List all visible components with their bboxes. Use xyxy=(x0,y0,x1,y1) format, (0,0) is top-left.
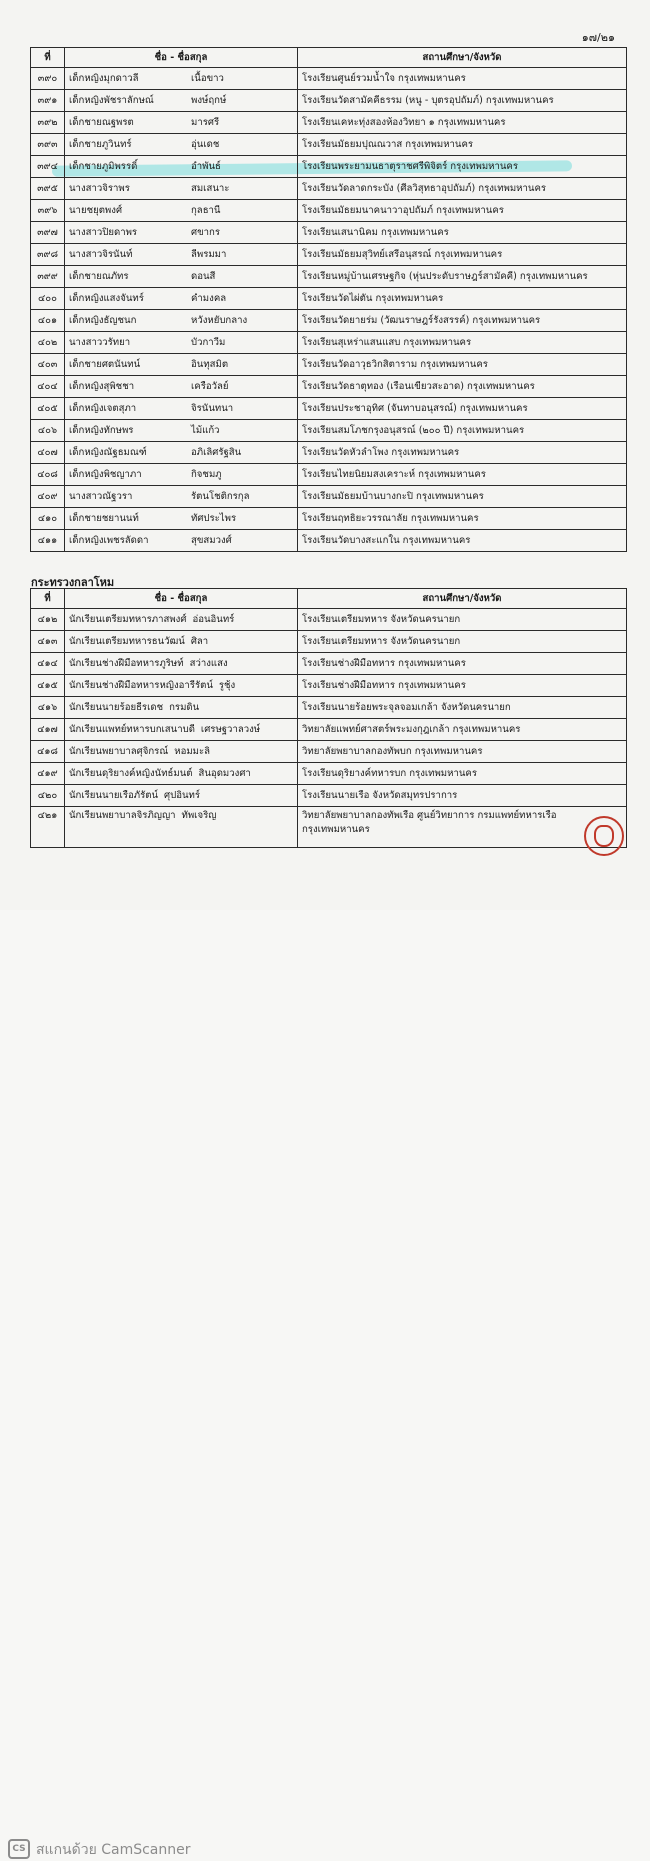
table-row xyxy=(31,675,627,697)
name-cell xyxy=(65,288,298,310)
last-name: อภิเลิศรัฐสิน xyxy=(191,447,242,458)
page-number: ๑๗/๒๑ xyxy=(581,31,615,44)
last-name: เนื้อขาว xyxy=(191,73,224,84)
last-name: คำมงคล xyxy=(191,293,227,304)
school-name: โรงเรียนวัดอาวุธวิกสิตาราม กรุงเทพมหานคร xyxy=(302,359,488,370)
first-name: เด็กหญิงธัญชนก xyxy=(69,315,137,326)
school-name: โรงเรียนหมู่บ้านเศรษฐกิจ (หุ่นประดับราษฎร์สามัคคี) กรุงเทพมหานคร xyxy=(302,271,588,282)
school-cell xyxy=(298,653,627,675)
school-name: โรงเรียนช่างฝีมือทหาร กรุงเทพมหานคร xyxy=(302,658,466,669)
last-name: จิรนันทนา xyxy=(191,403,234,414)
row-number: ๔๐๙ xyxy=(31,486,65,508)
table-row xyxy=(31,332,627,354)
school-name-continued: กรุงเทพมหานคร xyxy=(302,824,370,835)
row-number: ๔๐๕ xyxy=(31,398,65,420)
first-name: นางสาวจิราพร xyxy=(69,183,130,194)
table-header-row xyxy=(31,589,627,609)
table-row xyxy=(31,376,627,398)
first-name: เด็กชายศตนันทน์ xyxy=(69,359,141,370)
school-name: โรงเรียนดุริยางค์ทหารบก กรุงเทพมหานคร xyxy=(302,768,477,779)
school-cell xyxy=(298,134,627,156)
table-row xyxy=(31,486,627,508)
table-row xyxy=(31,244,627,266)
name-cell xyxy=(65,398,298,420)
school-name: โรงเรียนเตรียมทหาร จังหวัดนครนายก xyxy=(302,614,461,625)
table-row xyxy=(31,442,627,464)
table-row xyxy=(31,420,627,442)
row-number: ๔๒๑ xyxy=(31,807,65,848)
header-no: ที่ xyxy=(31,589,65,609)
first-name: นางสาวจิรนันท์ xyxy=(69,249,133,260)
last-name: รูชุ้ง xyxy=(218,680,236,691)
school-name: โรงเรียนมัธยมบ้านบางกะปิ กรุงเทพมหานคร xyxy=(302,491,484,502)
name-cell xyxy=(65,719,298,741)
row-number: ๓๙๖ xyxy=(31,200,65,222)
last-name: อุ่นเดช xyxy=(191,139,220,150)
name-cell xyxy=(65,442,298,464)
row-number: ๔๑๒ xyxy=(31,609,65,631)
row-number: ๔๑๖ xyxy=(31,697,65,719)
header-name: ชื่อ - ชื่อสกุล xyxy=(65,48,298,68)
row-number: ๓๙๑ xyxy=(31,90,65,112)
school-cell xyxy=(298,508,627,530)
first-name: เด็กหญิงเพชรลัดดา xyxy=(69,535,149,546)
school-cell xyxy=(298,530,627,552)
row-number: ๓๙๕ xyxy=(31,178,65,200)
first-name: นักเรียนพยาบาลจิรภิญญา xyxy=(69,810,176,821)
table-row xyxy=(31,697,627,719)
header-name: ชื่อ - ชื่อสกุล xyxy=(65,589,298,609)
row-number: ๓๙๐ xyxy=(31,68,65,90)
row-number: ๔๐๒ xyxy=(31,332,65,354)
school-name: โรงเรียนเสนานิคม กรุงเทพมหานคร xyxy=(302,227,449,238)
school-cell xyxy=(298,763,627,785)
students-table xyxy=(30,47,627,552)
first-name: เด็กชายภูวินทร์ xyxy=(69,139,132,150)
name-cell xyxy=(65,631,298,653)
name-cell xyxy=(65,675,298,697)
table-row xyxy=(31,464,627,486)
row-number: ๔๐๘ xyxy=(31,464,65,486)
header-school: สถานศึกษา/จังหวัด xyxy=(298,589,627,609)
row-number: ๔๑๐ xyxy=(31,508,65,530)
name-cell xyxy=(65,200,298,222)
school-cell xyxy=(298,310,627,332)
last-name: สมเสนาะ xyxy=(191,183,230,194)
row-number: ๔๐๐ xyxy=(31,288,65,310)
last-name: ไม้แก้ว xyxy=(191,425,220,436)
header-no: ที่ xyxy=(31,48,65,68)
last-name: รัตนโชติกรกุล xyxy=(191,491,250,502)
row-number: ๓๙๔ xyxy=(31,156,65,178)
row-number: ๓๙๓ xyxy=(31,134,65,156)
school-name: วิทยาลัยพยาบาลกองทัพบก กรุงเทพมหานคร xyxy=(302,746,483,757)
school-cell xyxy=(298,807,627,848)
name-cell xyxy=(65,90,298,112)
camscanner-logo-icon: CS xyxy=(8,1839,30,1859)
first-name: เด็กหญิงพิชญาภา xyxy=(69,469,142,480)
table-row xyxy=(31,398,627,420)
school-cell xyxy=(298,609,627,631)
row-number: ๔๐๑ xyxy=(31,310,65,332)
last-name: กรมดิน xyxy=(169,702,200,713)
school-name: โรงเรียนไทยนิยมสงเคราะห์ กรุงเทพมหานคร xyxy=(302,469,486,480)
last-name: สินอุดมวงศา xyxy=(198,768,251,779)
name-cell xyxy=(65,354,298,376)
first-name: นักเรียนพยาบาลศุจิกรณ์ xyxy=(69,746,169,757)
row-number: ๔๐๖ xyxy=(31,420,65,442)
name-cell xyxy=(65,266,298,288)
first-name: เด็กหญิงทักษพร xyxy=(69,425,134,436)
first-name: นางสาวปิยดาพร xyxy=(69,227,138,238)
first-name: นางสาววรัทยา xyxy=(69,337,131,348)
school-name: โรงเรียนวัดลาดกระบัง (ศีลวิสุทธาอุปถัมภ์) กรุงเทพมหานคร xyxy=(302,183,547,194)
last-name: มารศรี xyxy=(191,117,220,128)
school-cell xyxy=(298,68,627,90)
school-name: โรงเรียนเคหะทุ่งสองห้องวิทยา ๑ กรุงเทพมหานคร xyxy=(302,117,506,128)
last-name: ทัพเจริญ xyxy=(181,810,217,821)
name-cell xyxy=(65,464,298,486)
last-name: อำพันธ์ xyxy=(191,161,221,172)
name-cell xyxy=(65,112,298,134)
official-seal-icon xyxy=(584,816,624,856)
table-row xyxy=(31,785,627,807)
school-name: โรงเรียนวัดไผ่ตัน กรุงเทพมหานคร xyxy=(302,293,444,304)
table-row xyxy=(31,156,627,178)
first-name: เด็กหญิงสุพิชชา xyxy=(69,381,135,392)
school-name: โรงเรียนนายเรือ จังหวัดสมุทรปราการ xyxy=(302,790,458,801)
first-name: นางสาวณัฐวรา xyxy=(69,491,133,502)
table-row xyxy=(31,288,627,310)
row-number: ๔๒๐ xyxy=(31,785,65,807)
school-cell xyxy=(298,697,627,719)
table-row xyxy=(31,200,627,222)
row-number: ๔๐๓ xyxy=(31,354,65,376)
scanner-watermark-text: สแกนด้วย CamScanner xyxy=(36,1842,191,1858)
last-name: ลีพรมมา xyxy=(191,249,227,260)
first-name: เด็กชายชยานนท์ xyxy=(69,513,139,524)
first-name: นักเรียนช่างฝีมือทหารภูริษท์ xyxy=(69,658,184,669)
name-cell xyxy=(65,244,298,266)
table-row xyxy=(31,112,627,134)
name-cell xyxy=(65,156,298,178)
last-name: ศุปอินทร์ xyxy=(164,790,200,801)
table-header-row xyxy=(31,48,627,68)
school-cell xyxy=(298,156,627,178)
school-name: โรงเรียนเตรียมทหาร จังหวัดนครนายก xyxy=(302,636,461,647)
row-number: ๔๑๙ xyxy=(31,763,65,785)
table-row xyxy=(31,178,627,200)
last-name: กิจชมภู xyxy=(191,469,222,480)
first-name: เด็กชายณภัทร xyxy=(69,271,129,282)
table-row xyxy=(31,310,627,332)
table-row xyxy=(31,719,627,741)
first-name: นักเรียนเตรียมทหารธนวัฒน์ xyxy=(69,636,185,647)
table-row xyxy=(31,530,627,552)
row-number: ๓๙๙ xyxy=(31,266,65,288)
row-number: ๔๑๕ xyxy=(31,675,65,697)
first-name: เด็กชายณฐพรต xyxy=(69,117,134,128)
first-name: นักเรียนนายร้อยธีรเดช xyxy=(69,702,164,713)
table-row xyxy=(31,631,627,653)
last-name: เครือวัลย์ xyxy=(191,381,229,392)
row-number: ๓๙๗ xyxy=(31,222,65,244)
school-cell xyxy=(298,332,627,354)
name-cell xyxy=(65,653,298,675)
scanner-footer xyxy=(0,910,650,1858)
name-cell xyxy=(65,741,298,763)
school-cell xyxy=(298,178,627,200)
school-name: โรงเรียนมัธยมปุณณวาส กรุงเทพมหานคร xyxy=(302,139,474,150)
name-cell xyxy=(65,332,298,354)
name-cell xyxy=(65,376,298,398)
school-name: โรงเรียนวัดสามัคคีธรรม (หนู - บุตรอุปถัมภ์) กรุงเทพมหานคร xyxy=(302,95,554,106)
name-cell xyxy=(65,508,298,530)
table-row xyxy=(31,653,627,675)
school-cell xyxy=(298,741,627,763)
name-cell xyxy=(65,609,298,631)
school-cell xyxy=(298,675,627,697)
last-name: หอมมะลิ xyxy=(174,746,211,757)
last-name: ทัศประไพร xyxy=(191,513,237,524)
row-number: ๓๙๘ xyxy=(31,244,65,266)
table-row xyxy=(31,807,627,848)
first-name: เด็กหญิงพัชราลักษณ์ xyxy=(69,95,154,106)
school-cell xyxy=(298,112,627,134)
row-number: ๔๑๔ xyxy=(31,653,65,675)
last-name: อ่อนอินทร์ xyxy=(192,614,235,625)
name-cell xyxy=(65,310,298,332)
section-title: กระทรวงกลาโหม xyxy=(31,576,115,589)
first-name: เด็กหญิงณัฐธมณฑ์ xyxy=(69,447,147,458)
table-row xyxy=(31,763,627,785)
school-cell xyxy=(298,486,627,508)
row-number: ๔๑๘ xyxy=(31,741,65,763)
school-cell xyxy=(298,442,627,464)
school-name: โรงเรียนประชาอุทิศ (จันทาบอนุสรณ์) กรุงเทพมหานคร xyxy=(302,403,528,414)
school-cell xyxy=(298,631,627,653)
row-number: ๔๐๗ xyxy=(31,442,65,464)
school-name: โรงเรียนช่างฝีมือทหาร กรุงเทพมหานคร xyxy=(302,680,466,691)
school-cell xyxy=(298,464,627,486)
school-name: โรงเรียนพระยามนธาตุราชศรีพิจิตร์ กรุงเทพมหานคร xyxy=(302,161,519,172)
school-cell xyxy=(298,266,627,288)
school-cell xyxy=(298,719,627,741)
table-row xyxy=(31,68,627,90)
school-name: โรงเรียนวัดหัวลำโพง กรุงเทพมหานคร xyxy=(302,447,460,458)
school-name: โรงเรียนวัดยายร่ม (วัฒนราษฎร์รังสรรค์) กรุงเทพมหานคร xyxy=(302,315,541,326)
school-cell xyxy=(298,288,627,310)
last-name: ศขากร xyxy=(191,227,220,238)
last-name: หวังหยับกลาง xyxy=(191,315,248,326)
first-name: เด็กหญิงเจตสุภา xyxy=(69,403,137,414)
school-cell xyxy=(298,354,627,376)
school-cell xyxy=(298,376,627,398)
school-cell xyxy=(298,420,627,442)
table-row xyxy=(31,266,627,288)
table-row xyxy=(31,609,627,631)
first-name: นักเรียนเตรียมทหารภาสพงศ์ xyxy=(69,614,187,625)
school-name: โรงเรียนวัดบางสะแกใน กรุงเทพมหานคร xyxy=(302,535,471,546)
last-name: สุขสมวงศ์ xyxy=(191,535,232,546)
school-name: โรงเรียนนายร้อยพระจุลจอมเกล้า จังหวัดนครนายก xyxy=(302,702,511,713)
row-number: ๓๙๒ xyxy=(31,112,65,134)
table-row xyxy=(31,354,627,376)
school-name: โรงเรียนฤทธิยะวรรณาลัย กรุงเทพมหานคร xyxy=(302,513,479,524)
last-name: ศิลา xyxy=(190,636,209,647)
first-name: เด็กหญิงแสงจันทร์ xyxy=(69,293,144,304)
name-cell xyxy=(65,697,298,719)
first-name: เด็กชายภูมิพรรดิ์ xyxy=(69,161,138,172)
table-row xyxy=(31,222,627,244)
first-name: นักเรียนดุริยางค์หญิงนัทธ์มนต์ xyxy=(69,768,193,779)
first-name: นักเรียนนายเรือภัรัตน์ xyxy=(69,790,159,801)
school-cell xyxy=(298,200,627,222)
header-school: สถานศึกษา/จังหวัด xyxy=(298,48,627,68)
table-row xyxy=(31,90,627,112)
name-cell xyxy=(65,178,298,200)
row-number: ๔๐๔ xyxy=(31,376,65,398)
last-name: บัวกาวีม xyxy=(191,337,226,348)
seal-emblem-icon xyxy=(594,825,614,847)
name-cell xyxy=(65,222,298,244)
defense-table xyxy=(30,588,627,848)
name-cell xyxy=(65,807,298,848)
last-name: เศรษฐวาลวงษ์ xyxy=(200,724,261,735)
first-name: นักเรียนช่างฝีมือทหารหญิงอารีรัตน์ xyxy=(69,680,213,691)
last-name: สว่างแสง xyxy=(189,658,228,669)
last-name: อินทุสมิต xyxy=(191,359,229,370)
row-number: ๔๑๗ xyxy=(31,719,65,741)
school-name: โรงเรียนสุเหร่าแสนแสบ กรุงเทพมหานคร xyxy=(302,337,472,348)
table-row xyxy=(31,741,627,763)
name-cell xyxy=(65,486,298,508)
school-cell xyxy=(298,90,627,112)
school-name: วิทยาลัยพยาบาลกองทัพเรือ ศูนย์วิทยาการ กรมแพทย์ทหารเรือ xyxy=(302,810,557,821)
school-name: โรงเรียนมัธยมสุวิทย์เสรีอนุสรณ์ กรุงเทพมหานคร xyxy=(302,249,503,260)
school-cell xyxy=(298,785,627,807)
row-number: ๔๑๓ xyxy=(31,631,65,653)
school-cell xyxy=(298,222,627,244)
last-name: พงษ์ฤกษ์ xyxy=(191,95,227,106)
name-cell xyxy=(65,785,298,807)
school-name: โรงเรียนมัธยมนาคนาวาอุปถัมภ์ กรุงเทพมหานคร xyxy=(302,205,504,216)
name-cell xyxy=(65,68,298,90)
name-cell xyxy=(65,763,298,785)
last-name: ดอนสี xyxy=(191,271,216,282)
name-cell xyxy=(65,530,298,552)
school-cell xyxy=(298,398,627,420)
school-name: โรงเรียนศูนย์รวมน้ำใจ กรุงเทพมหานคร xyxy=(302,73,466,84)
name-cell xyxy=(65,134,298,156)
table-row xyxy=(31,508,627,530)
school-name: โรงเรียนวัดธาตุทอง (เรือนเขียวสะอาด) กรุงเทพมหานคร xyxy=(302,381,535,392)
first-name: นักเรียนแพทย์ทหารบกเสนาบดี xyxy=(69,724,195,735)
last-name: กุลธานี xyxy=(191,205,221,216)
first-name: เด็กหญิงมุกดาวลี xyxy=(69,73,139,84)
name-cell xyxy=(65,420,298,442)
school-name: วิทยาลัยแพทย์ศาสตร์พระมงกุฎเกล้า กรุงเทพมหานคร xyxy=(302,724,521,735)
first-name: นายชยุตพงศ์ xyxy=(69,205,123,216)
table-row xyxy=(31,134,627,156)
row-number: ๔๑๑ xyxy=(31,530,65,552)
school-name: โรงเรียนสมโภชกรุงอนุสรณ์ (๒๐๐ ปี) กรุงเทพมหานคร xyxy=(302,425,525,436)
school-cell xyxy=(298,244,627,266)
